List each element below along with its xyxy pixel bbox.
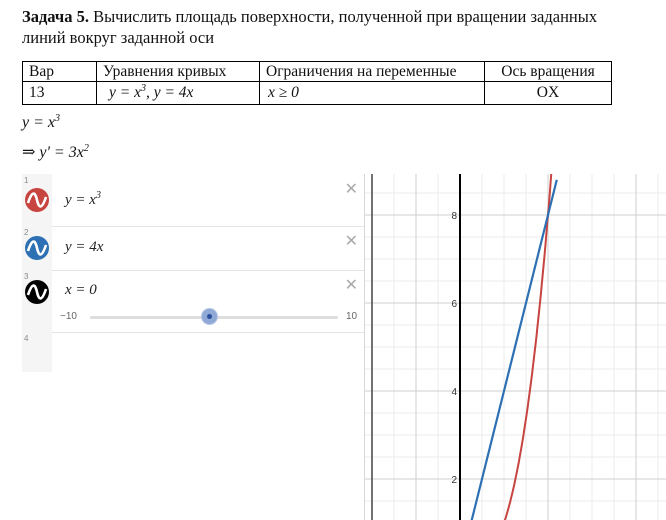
delete-expression-button[interactable]: ✕ bbox=[344, 181, 358, 198]
y-tick-label: 2 bbox=[451, 475, 457, 486]
graph-canvas[interactable] bbox=[365, 174, 666, 520]
constraint-text: x ≥ 0 bbox=[268, 84, 299, 101]
slider-max-label: 10 bbox=[346, 311, 358, 322]
formula-linear[interactable]: y = 4x bbox=[65, 239, 104, 255]
wave-icon[interactable] bbox=[25, 236, 49, 260]
expression-number: 2 bbox=[24, 228, 29, 237]
cell-constraint bbox=[260, 82, 485, 105]
expression-number: 4 bbox=[24, 334, 29, 343]
formula-exp: 3 bbox=[95, 190, 101, 201]
y-tick-label: 6 bbox=[451, 299, 457, 310]
task-heading: Задача 5. bbox=[22, 7, 89, 26]
wave-icon[interactable] bbox=[25, 280, 49, 304]
deriv2-exp: 2 bbox=[83, 143, 89, 154]
header-var: Вар bbox=[23, 62, 97, 82]
expression-number: 3 bbox=[24, 272, 29, 281]
expression-number: 1 bbox=[24, 176, 29, 185]
task-text: Вычислить площадь поверхности, полученной при вращении заданных линий вокруг заданной оси bbox=[22, 7, 598, 47]
eq2: y = 4x bbox=[153, 84, 194, 101]
table-row bbox=[23, 82, 612, 105]
cell-var: 13 bbox=[23, 82, 97, 105]
eq1: y = x bbox=[109, 84, 141, 101]
deriv2-base: ⇒ y' = 3x bbox=[22, 144, 84, 161]
header-constraints: Ограничения на переменные bbox=[260, 62, 485, 82]
expression-row-1[interactable] bbox=[22, 174, 364, 227]
slider-min-label: −10 bbox=[60, 311, 77, 322]
formula-x-zero[interactable]: x = 0 bbox=[65, 282, 97, 298]
expression-row-4[interactable] bbox=[22, 332, 364, 372]
slider[interactable] bbox=[60, 309, 360, 325]
cell-axis: OX bbox=[485, 82, 612, 105]
deriv1-base: y = x bbox=[22, 114, 55, 131]
delete-expression-button[interactable]: ✕ bbox=[344, 277, 358, 294]
header-equations: Уравнения кривых bbox=[97, 62, 260, 82]
wave-icon[interactable] bbox=[25, 188, 49, 212]
slider-handle[interactable] bbox=[202, 309, 217, 324]
condition-table bbox=[22, 61, 612, 105]
y-tick-label: 8 bbox=[451, 211, 457, 222]
cell-equations bbox=[97, 82, 260, 105]
task-statement bbox=[22, 6, 632, 48]
eq-sep: , bbox=[145, 84, 154, 101]
formula-base: y = x bbox=[65, 192, 96, 208]
derivation-line-2 bbox=[22, 142, 89, 162]
expression-list bbox=[22, 174, 365, 520]
deriv1-exp: 3 bbox=[55, 113, 60, 124]
formula-cubic[interactable] bbox=[65, 192, 101, 209]
expression-row-2[interactable] bbox=[22, 226, 364, 271]
delete-expression-button[interactable]: ✕ bbox=[344, 233, 358, 250]
table-header-row bbox=[23, 62, 612, 82]
y-tick-label: 4 bbox=[451, 387, 457, 398]
header-axis: Ось вращения bbox=[485, 62, 612, 82]
eq1-exp: 3 bbox=[140, 83, 146, 94]
derivation-line-1 bbox=[22, 114, 60, 132]
